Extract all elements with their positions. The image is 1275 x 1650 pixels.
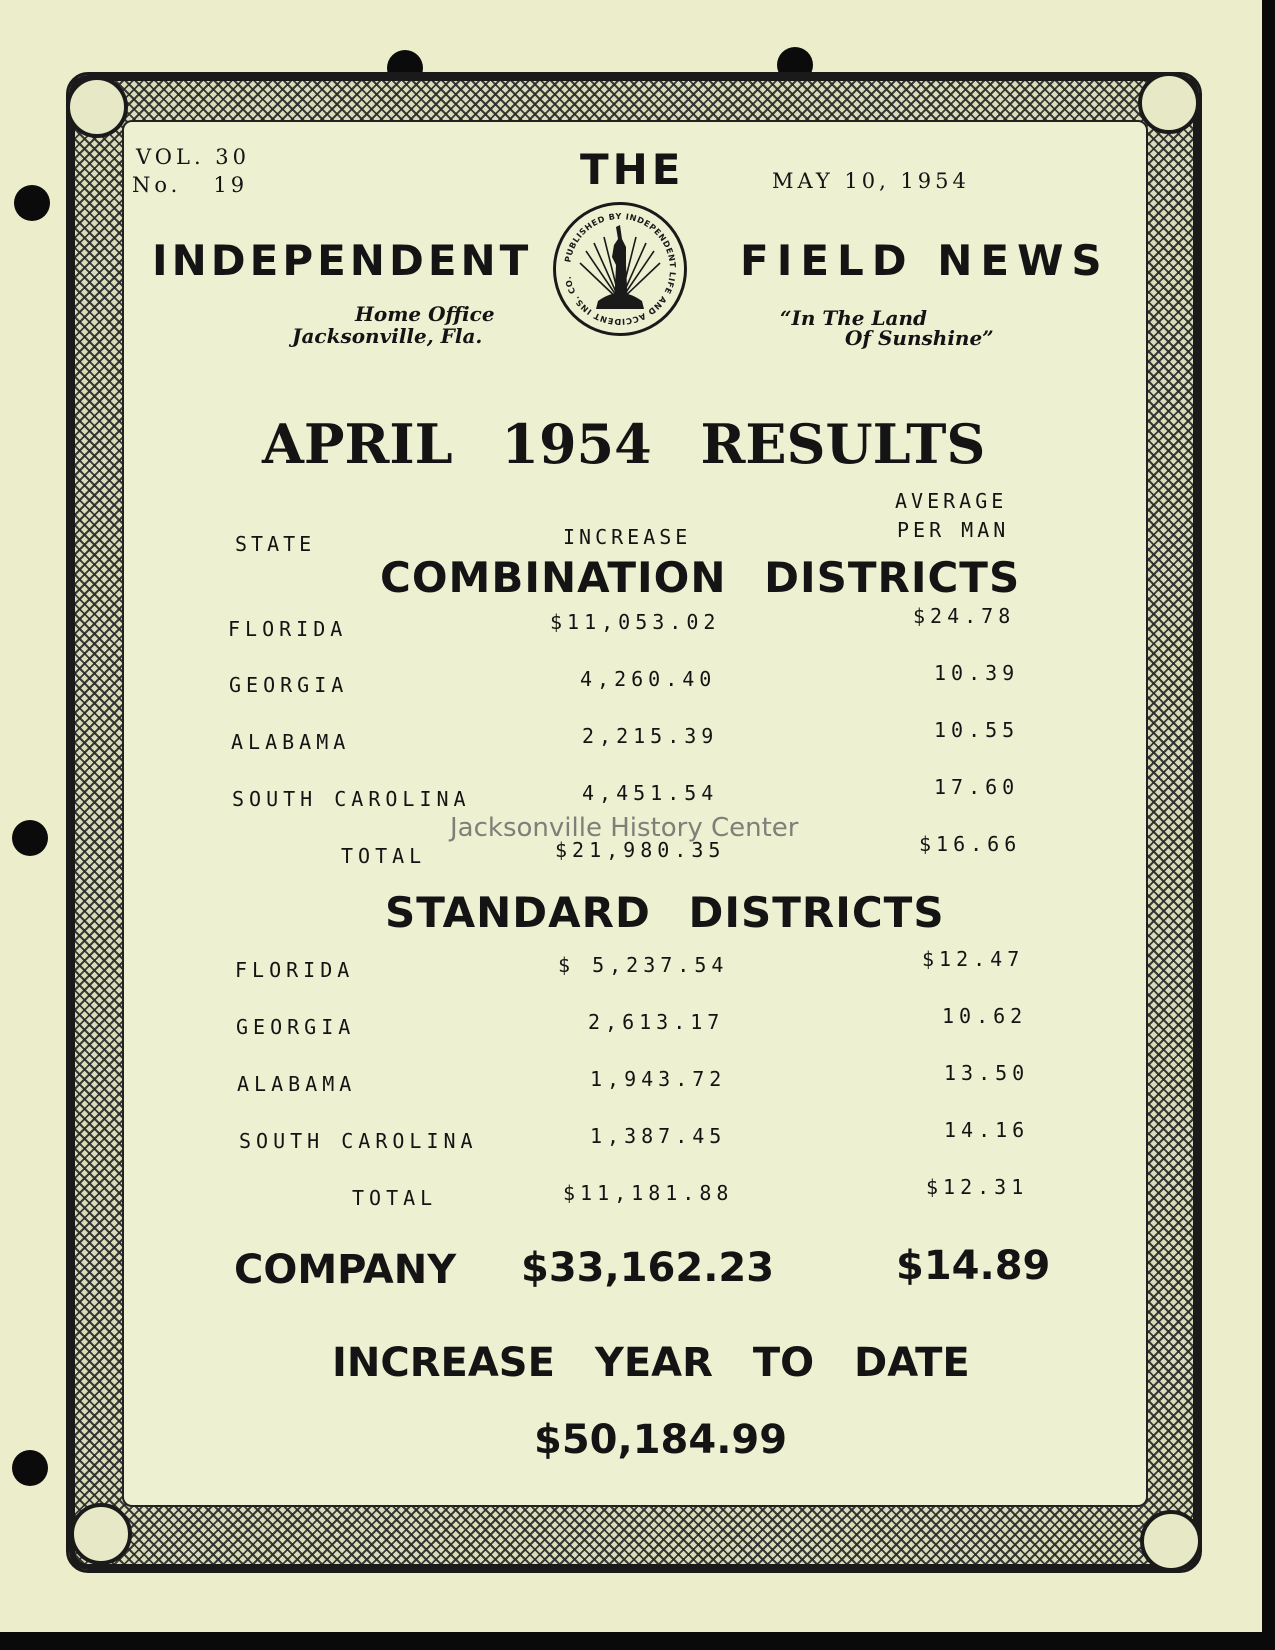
column-heading-average-2: PER MAN	[897, 518, 1010, 542]
standard-increase-alabama: 1,943.72	[590, 1067, 727, 1091]
standard-total-average: $12.31	[926, 1175, 1029, 1199]
standard-state-florida: FLORIDA	[235, 958, 355, 982]
standard-districts-title: STANDARD DISTRICTS	[385, 888, 945, 937]
home-office-line-1: Home Office	[355, 302, 495, 326]
combination-districts-title: COMBINATION DISTRICTS	[380, 553, 1021, 602]
seal-text: PUBLISHED BY INDEPENDENT LIFE AND ACCIDENT INS. CO.	[562, 210, 679, 328]
standard-total-label: TOTAL	[352, 1186, 438, 1210]
home-office-line-2: Jacksonville, Fla.	[292, 324, 483, 348]
column-heading-average-1: AVERAGE	[895, 489, 1008, 513]
column-heading-increase: INCREASE	[563, 525, 692, 549]
combination-total-increase: $21,980.35	[555, 838, 726, 862]
issue-number: No. 19	[132, 173, 249, 197]
standard-average-georgia: 10.62	[942, 1004, 1028, 1028]
archive-watermark: Jacksonville History Center	[450, 813, 799, 843]
company-increase: $33,162.23	[521, 1245, 775, 1291]
ytd-value: $50,184.99	[534, 1417, 788, 1463]
ytd-label: INCREASE YEAR TO DATE	[332, 1340, 970, 1386]
company-average: $14.89	[896, 1243, 1051, 1289]
combination-total-average: $16.66	[919, 832, 1022, 856]
motto-line-2: Of Sunshine”	[845, 326, 994, 350]
corner-ornament-top-right	[1138, 72, 1200, 134]
combination-increase-georgia: 4,260.40	[580, 667, 717, 691]
combination-state-alabama: ALABAMA	[231, 730, 351, 754]
standard-state-georgia: GEORGIA	[236, 1015, 356, 1039]
standard-state-alabama: ALABAMA	[237, 1072, 357, 1096]
standard-total-increase: $11,181.88	[563, 1181, 734, 1205]
masthead-the: THE	[580, 145, 685, 194]
report-headline: APRIL 1954 RESULTS	[262, 412, 986, 476]
punch-hole-left-middle	[12, 820, 48, 856]
combination-average-alabama: 10.55	[934, 718, 1020, 742]
standard-average-florida: $12.47	[922, 947, 1025, 971]
masthead-field-news: FIELD NEWS	[740, 236, 1110, 285]
corner-ornament-bottom-left	[70, 1503, 132, 1565]
issue-date: MAY 10, 1954	[772, 169, 970, 193]
corner-ornament-bottom-right	[1140, 1510, 1202, 1572]
combination-total-label: TOTAL	[341, 844, 427, 868]
corner-ornament-top-left	[66, 76, 128, 138]
column-heading-state: STATE	[235, 532, 316, 556]
punch-hole-left-top	[14, 185, 50, 221]
standard-increase-georgia: 2,613.17	[588, 1010, 725, 1034]
standard-average-south-carolina: 14.16	[944, 1118, 1030, 1142]
volume-label: VOL. 30	[136, 145, 251, 169]
motto-line-1: “In The Land	[780, 306, 928, 330]
standard-state-south-carolina: SOUTH CAROLINA	[239, 1129, 478, 1153]
combination-average-florida: $24.78	[913, 604, 1016, 628]
combination-state-georgia: GEORGIA	[229, 673, 349, 697]
standard-increase-florida: $ 5,237.54	[558, 953, 729, 977]
company-label: COMPANY	[234, 1247, 457, 1293]
standard-increase-south-carolina: 1,387.45	[590, 1124, 727, 1148]
punch-hole-left-bottom	[12, 1450, 48, 1486]
combination-average-georgia: 10.39	[934, 661, 1020, 685]
combination-state-south-carolina: SOUTH CAROLINA	[232, 787, 471, 811]
seal-graphic	[556, 205, 684, 333]
combination-increase-alabama: 2,215.39	[582, 724, 719, 748]
statue-of-liberty-seal	[553, 202, 687, 336]
combination-increase-florida: $11,053.02	[550, 610, 721, 634]
combination-average-south-carolina: 17.60	[934, 775, 1020, 799]
masthead-independent: INDEPENDENT	[152, 236, 533, 285]
combination-increase-south-carolina: 4,451.54	[582, 781, 719, 805]
standard-average-alabama: 13.50	[944, 1061, 1030, 1085]
combination-state-florida: FLORIDA	[228, 617, 348, 641]
